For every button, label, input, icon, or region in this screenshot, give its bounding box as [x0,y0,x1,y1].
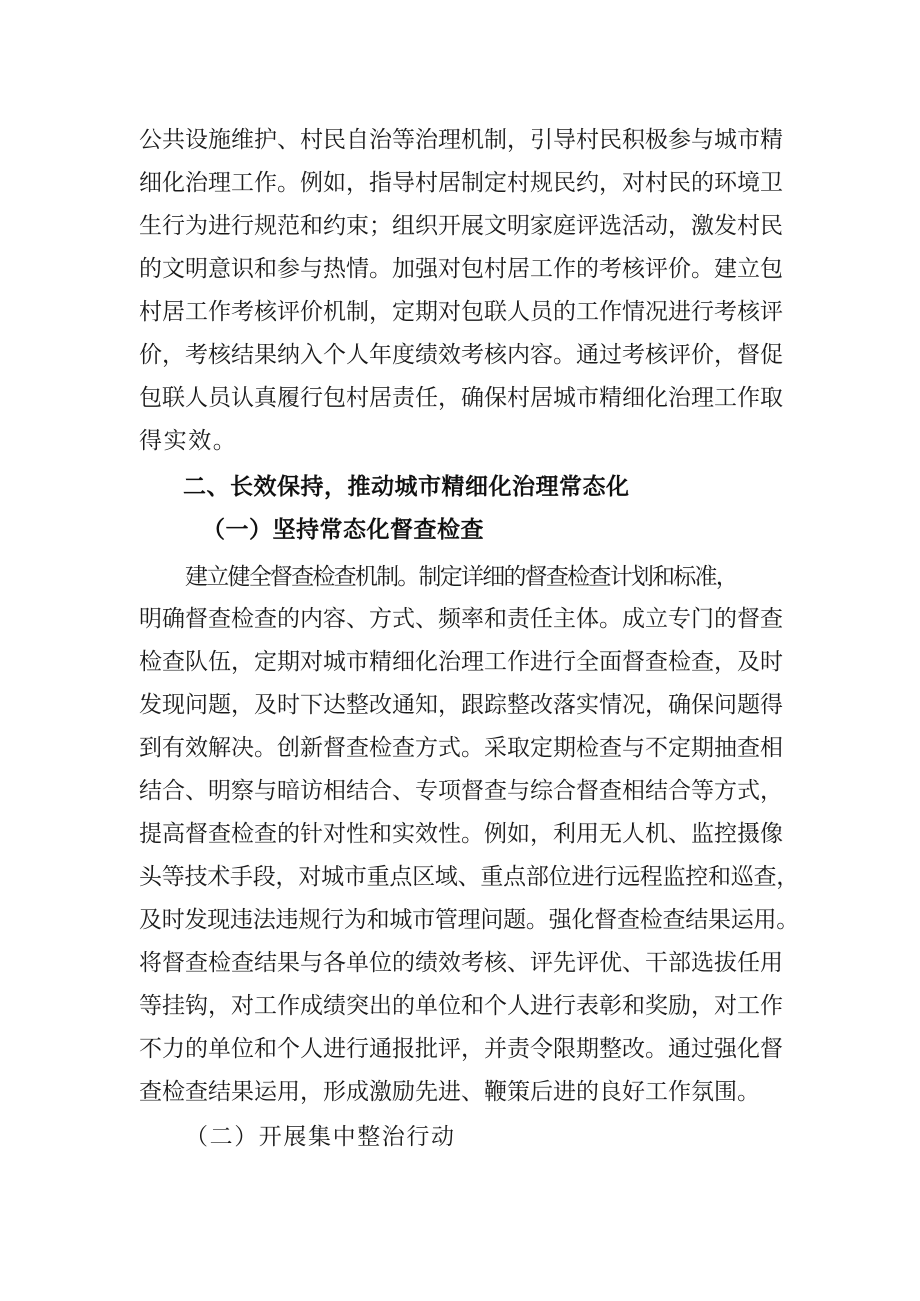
paragraph-line: 明确督查检查的内容、方式、频率和责任主体。成立专门的督查 [139,606,783,632]
paragraph-line: 检查队伍，定期对城市精细化治理工作进行全面督查检查，及时 [139,649,783,675]
paragraph-line: 细化治理工作。例如，指导村居制定村规民约，对村民的环境卫 [139,170,783,196]
paragraph-line: 的文明意识和参与热情。加强对包村居工作的考核评价。建立包 [139,256,783,282]
subsection-heading: （二）开展集中整治行动 [185,1124,456,1150]
subsection-heading: （一）坚持常态化督查检查 [202,517,484,543]
paragraph-line: 及时发现违法违规行为和城市管理问题。强化督查检查结果运用。 [139,907,800,933]
paragraph-line: 包联人员认真履行包村居责任，确保村居城市精细化治理工作取 [139,385,783,411]
paragraph-line: 发现问题，及时下达整改通知，跟踪整改落实情况，确保问题得 [139,692,783,718]
paragraph-line: 结合、明察与暗访相结合、专项督查与综合督查相结合等方式， [139,778,783,804]
paragraph-line: 查检查结果运用，形成激励先进、鞭策后进的良好工作氛围。 [139,1079,760,1105]
paragraph-line: 得实效。 [139,428,238,454]
paragraph-line: 等挂钩，对工作成绩突出的单位和个人进行表彰和奖励，对工作 [139,993,783,1019]
section-heading: 二、长效保持，推动城市精细化治理常态化 [183,474,630,500]
paragraph-line: 公共设施维护、村民自治等治理机制，引导村民积极参与城市精 [139,127,783,153]
paragraph-line: 不力的单位和个人进行通报批评，并责令限期整改。通过强化督 [139,1036,783,1062]
paragraph-line: 头等技术手段，对城市重点区域、重点部位进行远程监控和巡查， [139,864,800,890]
paragraph-line: 提高督查检查的针对性和实效性。例如，利用无人机、监控摄像 [139,821,783,847]
paragraph-line: 价，考核结果纳入个人年度绩效考核内容。通过考核评价，督促 [139,342,783,368]
paragraph-line: 将督查检查结果与各单位的绩效考核、评先评优、干部选拔任用 [139,950,783,976]
paragraph-line: 生行为进行规范和约束；组织开展文明家庭评选活动，激发村民 [139,213,783,239]
paragraph-line: 村居工作考核评价机制，定期对包联人员的工作情况进行考核评 [139,299,783,325]
paragraph-line: 建立健全督查检查机制。制定详细的督查检查计划和标准， [185,564,737,590]
paragraph-line: 到有效解决。创新督查检查方式。采取定期检查与不定期抽查相 [139,735,783,761]
